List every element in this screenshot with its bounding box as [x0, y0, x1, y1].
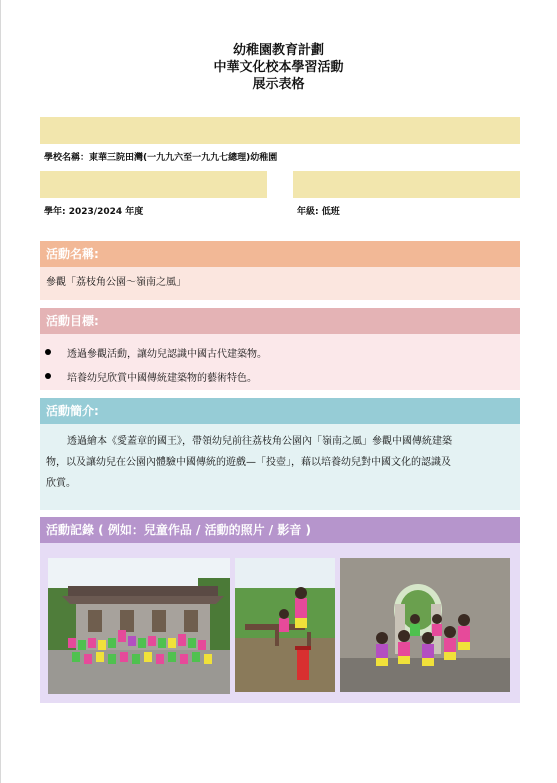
school-year-field[interactable]: [40, 171, 267, 198]
school-name-label: 學校名稱：東華三院田灣(一九九六至一九九七總理)幼稚園: [44, 153, 278, 163]
activity-name-heading: 活動名稱:: [40, 241, 520, 267]
intro-heading: 活動簡介:: [40, 398, 520, 424]
doc-title-line1: 幼稚園教育計劃: [232, 43, 324, 58]
objectives-body: [40, 334, 520, 390]
activity-name-value: 參觀「荔枝角公園～嶺南之風」: [46, 277, 186, 288]
activity-name-body: [40, 267, 520, 300]
intro-body: [40, 424, 520, 510]
bullet-icon: [45, 349, 51, 355]
activity-photo-pitch-pot[interactable]: [235, 558, 335, 692]
records-heading: 活動記錄 ( 例如：兒童作品 / 活動的照片 / 影音 ): [40, 517, 520, 543]
intro-text-line: 透過繪本《愛蓋章的國王》，帶領幼兒前往荔枝角公園內「嶺南之風」參觀中國傳統建築: [67, 436, 452, 447]
school-year-label: 學年: 2023/2024 年度: [44, 207, 144, 217]
activity-photo-moon-gate[interactable]: [340, 558, 510, 692]
objective-text: 培養幼兒欣賞中國傳統建築物的藝術特色。: [67, 373, 257, 384]
school-name-field[interactable]: [40, 117, 520, 144]
doc-title-line3: 展示表格: [252, 77, 305, 92]
doc-title-line2: 中華文化校本學習活動: [213, 60, 344, 75]
objectives-heading: 活動目標:: [40, 308, 520, 334]
grade-field[interactable]: [293, 171, 520, 198]
bullet-icon: [45, 373, 51, 379]
intro-text-line: 欣賞。: [46, 478, 76, 489]
intro-text-line: 物，以及讓幼兒在公園內體驗中國傳統的遊戲—「投壺」，藉以培養幼兒對中國文化的認識及: [46, 457, 451, 468]
activity-photo-group-building[interactable]: [48, 558, 230, 694]
grade-label: 年級: 低班: [297, 207, 340, 217]
objective-text: 透過參觀活動，讓幼兒認識中國古代建築物。: [67, 349, 267, 360]
